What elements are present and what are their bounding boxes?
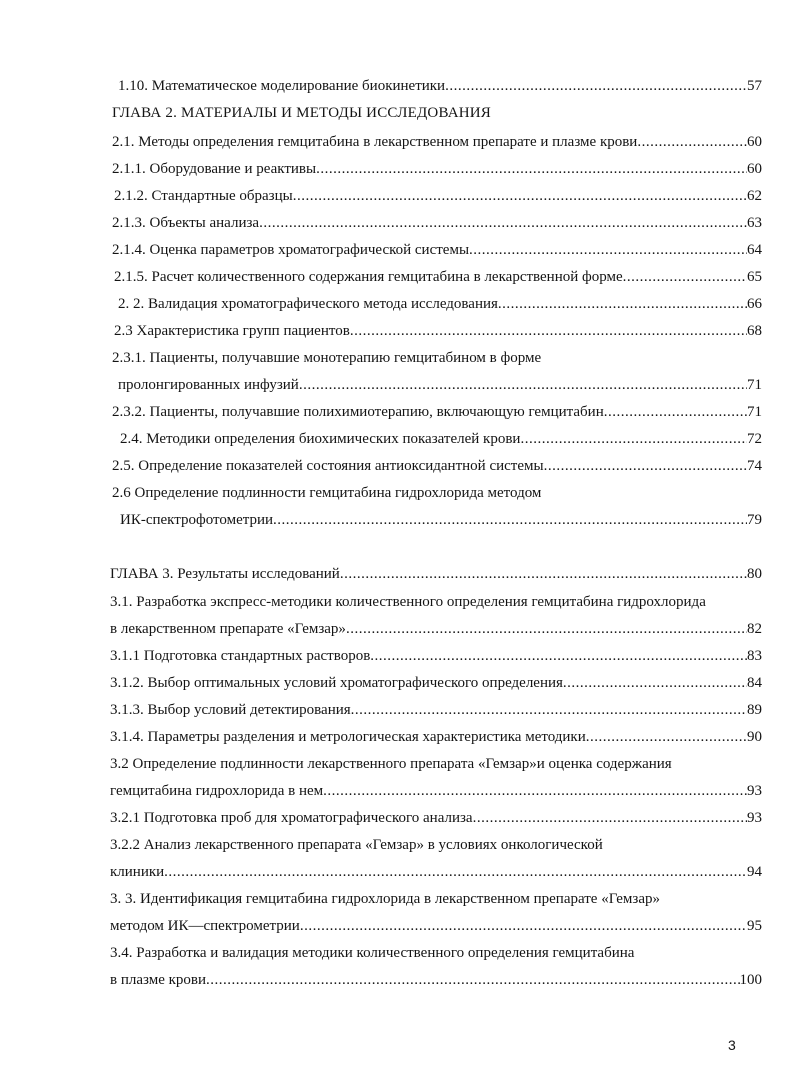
toc-entry-title: 2.1.1. Оборудование и реактивы xyxy=(112,161,317,177)
toc-entry xyxy=(110,888,762,910)
dot-leader xyxy=(340,563,747,585)
dot-leader xyxy=(316,158,747,180)
toc-entry xyxy=(112,347,762,369)
toc-entry-title: 2.3.2. Пациенты, получавшие полихимиотерапию, включающую гемцитабин xyxy=(112,404,604,420)
dot-leader xyxy=(351,699,747,721)
toc-entry-continuation xyxy=(110,915,762,937)
toc-entry-page: 68 xyxy=(747,323,762,339)
toc-entry-title: 2.1. Методы определения гемцитабина в лекарственном препарате и плазме крови xyxy=(112,134,638,150)
dot-leader xyxy=(586,726,747,748)
toc-entry-page: 66 xyxy=(747,296,762,312)
toc-entry-title: клиники xyxy=(110,864,165,880)
toc-entry xyxy=(110,807,762,829)
toc-entry xyxy=(118,75,762,97)
dot-leader xyxy=(563,672,747,694)
toc-entry-page: 94 xyxy=(747,864,762,880)
toc-entry-page: 60 xyxy=(747,161,762,177)
dot-leader xyxy=(206,969,739,991)
toc-entry-title: 3.1. Разработка экспресс-методики количественного определения гемцитабина гидрохлорида xyxy=(110,594,706,610)
toc-entry-title: 3.1.4. Параметры разделения и метрологическая характеристика методики xyxy=(110,729,586,745)
toc-entry-title: ГЛАВА 3. Результаты исследований xyxy=(110,566,340,582)
toc-entry-title: 2.4. Методики определения биохимических показателей крови xyxy=(120,431,521,447)
toc-entry-page: 71 xyxy=(747,377,762,393)
toc-entry-page: 64 xyxy=(747,242,762,258)
dot-leader xyxy=(445,75,747,97)
toc-entry xyxy=(120,428,762,450)
toc-entry-title: 3.2.2 Анализ лекарственного препарата «Гемзар» в условиях онкологической xyxy=(110,837,603,853)
toc-entry xyxy=(110,672,762,694)
toc-entry-continuation xyxy=(118,374,762,396)
toc-entry-page: 100 xyxy=(739,972,762,988)
toc-entry-title: гемцитабина гидрохлорида в нем xyxy=(110,783,324,799)
toc-entry-page: 74 xyxy=(747,458,762,474)
toc-entry xyxy=(110,645,762,667)
toc-entry-page: 80 xyxy=(747,566,762,582)
toc-entry-title: 3.2 Определение подлинности лекарственного препарата «Гемзар»и оценка содержания xyxy=(110,756,672,772)
dot-leader xyxy=(370,645,747,667)
dot-leader xyxy=(469,239,747,261)
toc-entry-continuation xyxy=(110,861,762,883)
toc-entry-page: 93 xyxy=(747,783,762,799)
toc-entry xyxy=(112,131,762,153)
toc-entry-page: 82 xyxy=(747,621,762,637)
chapter-heading xyxy=(112,102,762,124)
toc-entry-page: 95 xyxy=(747,918,762,934)
toc-entry-page: 65 xyxy=(747,269,762,285)
dot-leader xyxy=(293,185,747,207)
toc-entry xyxy=(112,401,762,423)
dot-leader xyxy=(604,401,747,423)
toc-entry xyxy=(112,239,762,261)
toc-entry xyxy=(112,212,762,234)
toc-entry-page: 63 xyxy=(747,215,762,231)
chapter-heading xyxy=(110,563,762,585)
toc-entry-title: пролонгированных инфузий xyxy=(118,377,299,393)
dot-leader xyxy=(346,618,747,640)
toc-entry-page: 71 xyxy=(747,404,762,420)
toc-entry xyxy=(114,185,762,207)
toc-entry-title: 2.1.5. Расчет количественного содержания гемцитабина в лекарственной форме xyxy=(114,269,623,285)
toc-entry-title: 3.4. Разработка и валидация методики количественного определения гемцитабина xyxy=(110,945,635,961)
toc-entry-title: 2.3.1. Пациенты, получавшие монотерапию гемцитабином в форме xyxy=(112,350,542,366)
toc-entry-continuation xyxy=(110,618,762,640)
toc-entry-title: 3.1.1 Подготовка стандартных растворов xyxy=(110,648,371,664)
toc-entry-title: 2.5. Определение показателей состояния антиоксидантной системы xyxy=(112,458,544,474)
toc-entry-title: 3.1.2. Выбор оптимальных условий хроматографического определения xyxy=(110,675,563,691)
toc-entry-title: 2.3 Характеристика групп пациентов xyxy=(114,323,350,339)
dot-leader xyxy=(273,509,747,531)
dot-leader xyxy=(623,266,747,288)
toc-entry-title: методом ИК—спектрометрии xyxy=(110,918,300,934)
dot-leader xyxy=(299,374,747,396)
toc-entry-page: 90 xyxy=(747,729,762,745)
toc-entry-continuation xyxy=(110,780,762,802)
toc-entry-title: ГЛАВА 2. МАТЕРИАЛЫ И МЕТОДЫ ИССЛЕДОВАНИЯ xyxy=(112,105,492,121)
toc-entry xyxy=(110,726,762,748)
toc-entry-title: 2.1.3. Объекты анализа xyxy=(112,215,260,231)
toc-entry-title: в лекарственном препарате «Гемзар» xyxy=(110,621,346,637)
page-number: 3 xyxy=(728,1037,736,1053)
toc-entry-title: в плазме крови xyxy=(110,972,207,988)
toc-entry-page: 79 xyxy=(747,512,762,528)
toc-entry-page: 83 xyxy=(747,648,762,664)
toc-entry-page: 89 xyxy=(747,702,762,718)
toc-entry-title: 3.1.3. Выбор условий детектирования xyxy=(110,702,351,718)
toc-entry-title: 2.6 Определение подлинности гемцитабина гидрохлорида методом xyxy=(112,485,542,501)
toc-entry-title: 3. 3. Идентификация гемцитабина гидрохлорида в лекарственном препарате «Гемзар» xyxy=(110,891,660,907)
dot-leader xyxy=(323,780,747,802)
toc-entry-title: 1.10. Математическое моделирование биокинетики xyxy=(118,78,446,94)
toc-entry-page: 84 xyxy=(747,675,762,691)
toc-entry-page: 93 xyxy=(747,810,762,826)
toc-entry xyxy=(114,320,762,342)
dot-leader xyxy=(520,428,747,450)
toc-entry-page: 60 xyxy=(747,134,762,150)
toc-entry-page: 72 xyxy=(747,431,762,447)
dot-leader xyxy=(350,320,747,342)
toc-entry xyxy=(112,455,762,477)
dot-leader xyxy=(637,131,747,153)
toc-entry-title: 2.1.4. Оценка параметров хроматографической системы xyxy=(112,242,470,258)
toc-entry-page: 62 xyxy=(747,188,762,204)
toc-entry-title: 2.1.2. Стандартные образцы xyxy=(114,188,293,204)
toc-entry xyxy=(114,266,762,288)
dot-leader xyxy=(498,293,747,315)
toc-entry xyxy=(110,591,762,613)
toc-entry xyxy=(110,834,762,856)
dot-leader xyxy=(300,915,747,937)
toc-entry xyxy=(112,482,762,504)
dot-leader xyxy=(473,807,747,829)
toc-entry-continuation xyxy=(110,969,762,991)
toc-entry xyxy=(118,293,762,315)
dot-leader xyxy=(164,861,747,883)
toc-entry-title: 3.2.1 Подготовка проб для хроматографического анализа xyxy=(110,810,473,826)
toc-entry xyxy=(110,753,762,775)
toc-entry-title: ИК-спектрофотометрии xyxy=(120,512,274,528)
toc-entry-page: 57 xyxy=(747,78,762,94)
toc-entry-continuation xyxy=(120,509,762,531)
toc-entry xyxy=(112,158,762,180)
toc-entry xyxy=(110,699,762,721)
toc-entry-title: 2. 2. Валидация хроматографического метода исследования xyxy=(118,296,498,312)
dot-leader xyxy=(544,455,747,477)
toc-entry xyxy=(110,942,762,964)
dot-leader xyxy=(259,212,747,234)
